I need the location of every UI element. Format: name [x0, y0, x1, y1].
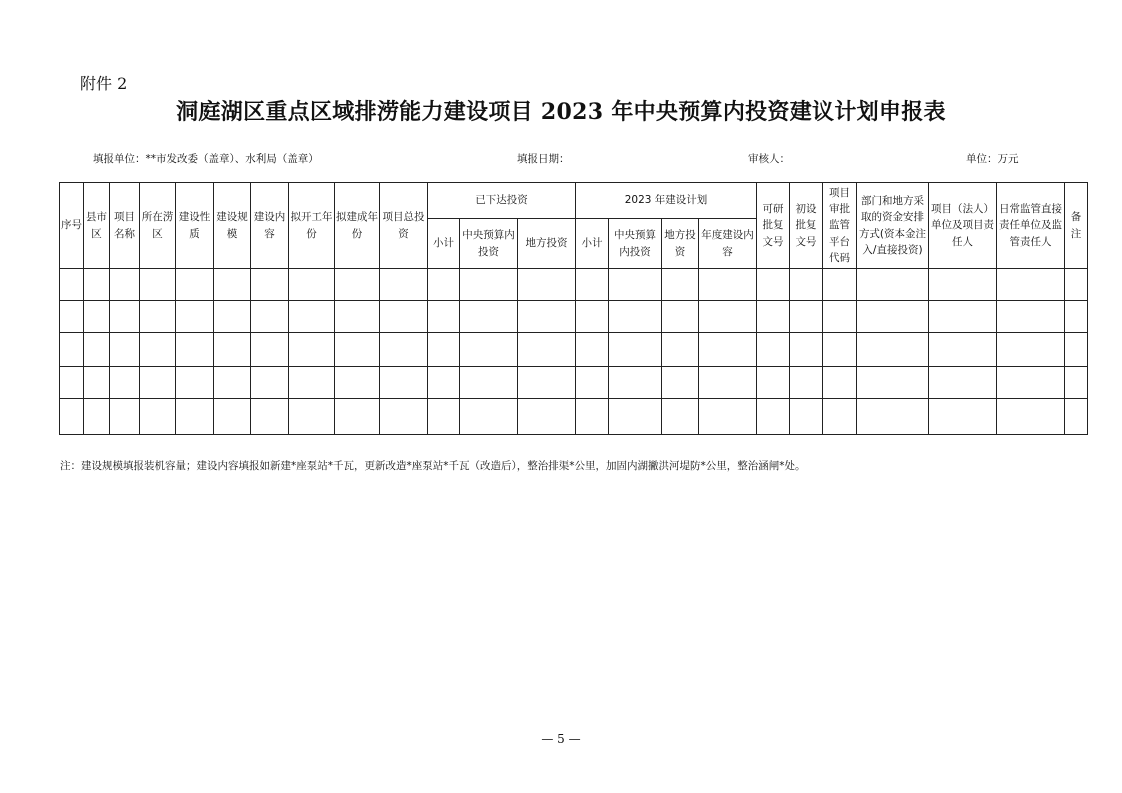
col-content: 建设内容 — [251, 183, 289, 269]
table-cell[interactable] — [110, 333, 140, 367]
table-row — [60, 301, 1088, 333]
table-cell[interactable] — [335, 367, 380, 399]
table-cell[interactable] — [460, 301, 518, 333]
table-cell[interactable] — [997, 333, 1065, 367]
col-legal-unit: 项目（法人）单位及项目责任人 — [929, 183, 997, 269]
table-cell[interactable] — [214, 367, 251, 399]
table-cell[interactable] — [662, 301, 699, 333]
table-cell[interactable] — [929, 269, 997, 301]
table-cell[interactable] — [60, 367, 84, 399]
col-project-name: 项目名称 — [110, 183, 140, 269]
table-cell[interactable] — [790, 399, 823, 435]
table-cell[interactable] — [460, 269, 518, 301]
table-cell[interactable] — [1065, 333, 1088, 367]
table-cell[interactable] — [929, 367, 997, 399]
table-cell[interactable] — [790, 333, 823, 367]
table-cell[interactable] — [140, 333, 176, 367]
table-cell[interactable] — [609, 367, 662, 399]
table-cell[interactable] — [929, 301, 997, 333]
col-supervision: 日常监管直接责任单位及监管责任人 — [997, 183, 1065, 269]
table-cell[interactable] — [428, 367, 460, 399]
table-cell[interactable] — [140, 269, 176, 301]
table-cell[interactable] — [289, 269, 335, 301]
table-cell[interactable] — [518, 301, 576, 333]
table-cell[interactable] — [576, 301, 609, 333]
table-cell[interactable] — [380, 269, 428, 301]
table-row — [60, 333, 1088, 367]
table-cell[interactable] — [380, 399, 428, 435]
table-cell[interactable] — [1065, 269, 1088, 301]
table-cell[interactable] — [335, 333, 380, 367]
table-body — [60, 269, 1088, 435]
table-cell[interactable] — [699, 399, 757, 435]
table-cell[interactable] — [460, 367, 518, 399]
col-start-year: 拟开工年份 — [289, 183, 335, 269]
table-cell[interactable] — [60, 301, 84, 333]
col-issued-central: 中央预算内投资 — [460, 219, 518, 269]
col-county: 县市区 — [84, 183, 110, 269]
table-row — [60, 269, 1088, 301]
table-cell[interactable] — [662, 269, 699, 301]
table-cell[interactable] — [790, 269, 823, 301]
table-cell[interactable] — [60, 333, 84, 367]
table-cell[interactable] — [289, 333, 335, 367]
table-cell[interactable] — [289, 301, 335, 333]
table-cell[interactable] — [140, 367, 176, 399]
table-cell[interactable] — [60, 399, 84, 435]
table-cell[interactable] — [857, 333, 929, 367]
table-cell[interactable] — [757, 301, 790, 333]
col-scale: 建设规模 — [214, 183, 251, 269]
attachment-label: 附件 2 — [80, 74, 128, 93]
footnote: 注：建设规模填报装机容量；建设内容填报如新建*座泵站*千瓦，更新改造*座泵站*千瓦（改造后），整治排渠*公里，加固内湖撇洪河堤防*公里，整治涵闸*处。 — [60, 460, 806, 472]
table-cell[interactable] — [60, 269, 84, 301]
table-cell[interactable] — [214, 269, 251, 301]
table-cell[interactable] — [84, 269, 110, 301]
table-cell[interactable] — [576, 367, 609, 399]
table-cell[interactable] — [140, 301, 176, 333]
table-cell[interactable] — [176, 301, 214, 333]
table-cell[interactable] — [214, 301, 251, 333]
table-cell[interactable] — [662, 399, 699, 435]
col-district: 所在涝区 — [140, 183, 176, 269]
table-cell[interactable] — [84, 399, 110, 435]
table-cell[interactable] — [110, 399, 140, 435]
table-cell[interactable] — [609, 301, 662, 333]
table-cell[interactable] — [823, 301, 857, 333]
table-cell[interactable] — [251, 367, 289, 399]
col-prelim-doc: 初设批复文号 — [790, 183, 823, 269]
table-cell[interactable] — [699, 333, 757, 367]
table-cell[interactable] — [1065, 367, 1088, 399]
report-date-label: 填报日期： — [517, 153, 570, 165]
table-cell[interactable] — [757, 399, 790, 435]
page-number: — 5 — — [541, 732, 581, 746]
table-cell[interactable] — [110, 367, 140, 399]
table-cell[interactable] — [857, 399, 929, 435]
table-cell[interactable] — [176, 399, 214, 435]
table-cell[interactable] — [428, 333, 460, 367]
table-cell[interactable] — [518, 399, 576, 435]
table-cell[interactable] — [214, 399, 251, 435]
table-cell[interactable] — [823, 367, 857, 399]
table-row — [60, 367, 1088, 399]
table-cell[interactable] — [84, 333, 110, 367]
table-cell[interactable] — [790, 367, 823, 399]
table-cell[interactable] — [428, 399, 460, 435]
table-cell[interactable] — [428, 269, 460, 301]
table-cell[interactable] — [997, 269, 1065, 301]
col-platform-code: 项目审批监管平台代码 — [823, 183, 857, 269]
table-cell[interactable] — [460, 333, 518, 367]
col-serial: 序号 — [60, 183, 84, 269]
table-cell[interactable] — [929, 333, 997, 367]
col-plan-local: 地方投资 — [662, 219, 699, 269]
col-group-plan-2023: 2023 年建设计划 — [576, 183, 757, 219]
page-title: 洞庭湖区重点区域排涝能力建设项目 2023 年中央预算内投资建议计划申报表 — [176, 99, 946, 125]
table-cell[interactable] — [289, 399, 335, 435]
table-cell[interactable] — [699, 301, 757, 333]
table-cell[interactable] — [176, 367, 214, 399]
table-cell[interactable] — [757, 333, 790, 367]
table-cell[interactable] — [699, 269, 757, 301]
table-cell[interactable] — [823, 333, 857, 367]
table-cell[interactable] — [823, 399, 857, 435]
table-cell[interactable] — [380, 333, 428, 367]
table-cell[interactable] — [997, 367, 1065, 399]
reviewer-label: 审核人： — [748, 153, 790, 165]
table-cell[interactable] — [335, 269, 380, 301]
table-cell[interactable] — [929, 399, 997, 435]
table-cell[interactable] — [823, 269, 857, 301]
reporting-unit-label: 填报单位：**市发改委（盖章）、水利局（盖章） — [93, 153, 319, 165]
table-cell[interactable] — [518, 333, 576, 367]
table-cell[interactable] — [757, 367, 790, 399]
table-cell[interactable] — [790, 301, 823, 333]
table-cell[interactable] — [214, 333, 251, 367]
table-cell[interactable] — [251, 269, 289, 301]
table-cell[interactable] — [251, 333, 289, 367]
table-cell[interactable] — [609, 333, 662, 367]
table-cell[interactable] — [518, 269, 576, 301]
table-cell[interactable] — [140, 399, 176, 435]
table-cell[interactable] — [997, 301, 1065, 333]
col-issued-local: 地方投资 — [518, 219, 576, 269]
table-cell[interactable] — [289, 367, 335, 399]
table-cell[interactable] — [251, 301, 289, 333]
col-nature: 建设性质 — [176, 183, 214, 269]
col-group-issued: 已下达投资 — [428, 183, 576, 219]
table-cell[interactable] — [380, 367, 428, 399]
table-cell[interactable] — [1065, 399, 1088, 435]
table-cell[interactable] — [380, 301, 428, 333]
col-finish-year: 拟建成年份 — [335, 183, 380, 269]
table-cell[interactable] — [857, 269, 929, 301]
col-feasibility-doc: 可研批复文号 — [757, 183, 790, 269]
table-cell[interactable] — [576, 269, 609, 301]
table-cell[interactable] — [1065, 301, 1088, 333]
currency-unit-label: 单位：万元 — [966, 153, 1019, 165]
table-cell[interactable] — [110, 269, 140, 301]
table-cell[interactable] — [251, 399, 289, 435]
table-cell[interactable] — [84, 367, 110, 399]
table-cell[interactable] — [176, 269, 214, 301]
table-cell[interactable] — [460, 399, 518, 435]
col-issued-subtotal: 小计 — [428, 219, 460, 269]
col-plan-central: 中央预算内投资 — [609, 219, 662, 269]
col-remarks: 备注 — [1065, 183, 1088, 269]
col-plan-annual: 年度建设内容 — [699, 219, 757, 269]
table-cell[interactable] — [662, 367, 699, 399]
table-cell[interactable] — [576, 399, 609, 435]
table-cell[interactable] — [609, 269, 662, 301]
table-cell[interactable] — [518, 367, 576, 399]
table-row — [60, 399, 1088, 435]
col-funding-mode: 部门和地方采取的资金安排方式(资本金注入/直接投资) — [857, 183, 929, 269]
table-cell[interactable] — [609, 399, 662, 435]
table-cell[interactable] — [857, 367, 929, 399]
table-cell[interactable] — [335, 399, 380, 435]
table-cell[interactable] — [997, 399, 1065, 435]
col-plan-subtotal: 小计 — [576, 219, 609, 269]
table-cell[interactable] — [699, 367, 757, 399]
table-cell[interactable] — [176, 333, 214, 367]
table-cell[interactable] — [335, 301, 380, 333]
table-cell[interactable] — [84, 301, 110, 333]
table-cell[interactable] — [428, 301, 460, 333]
table-cell[interactable] — [576, 333, 609, 367]
col-total-investment: 项目总投资 — [380, 183, 428, 269]
table-cell[interactable] — [110, 301, 140, 333]
table-cell[interactable] — [857, 301, 929, 333]
table-cell[interactable] — [757, 269, 790, 301]
table-cell[interactable] — [662, 333, 699, 367]
application-table — [59, 182, 1088, 435]
